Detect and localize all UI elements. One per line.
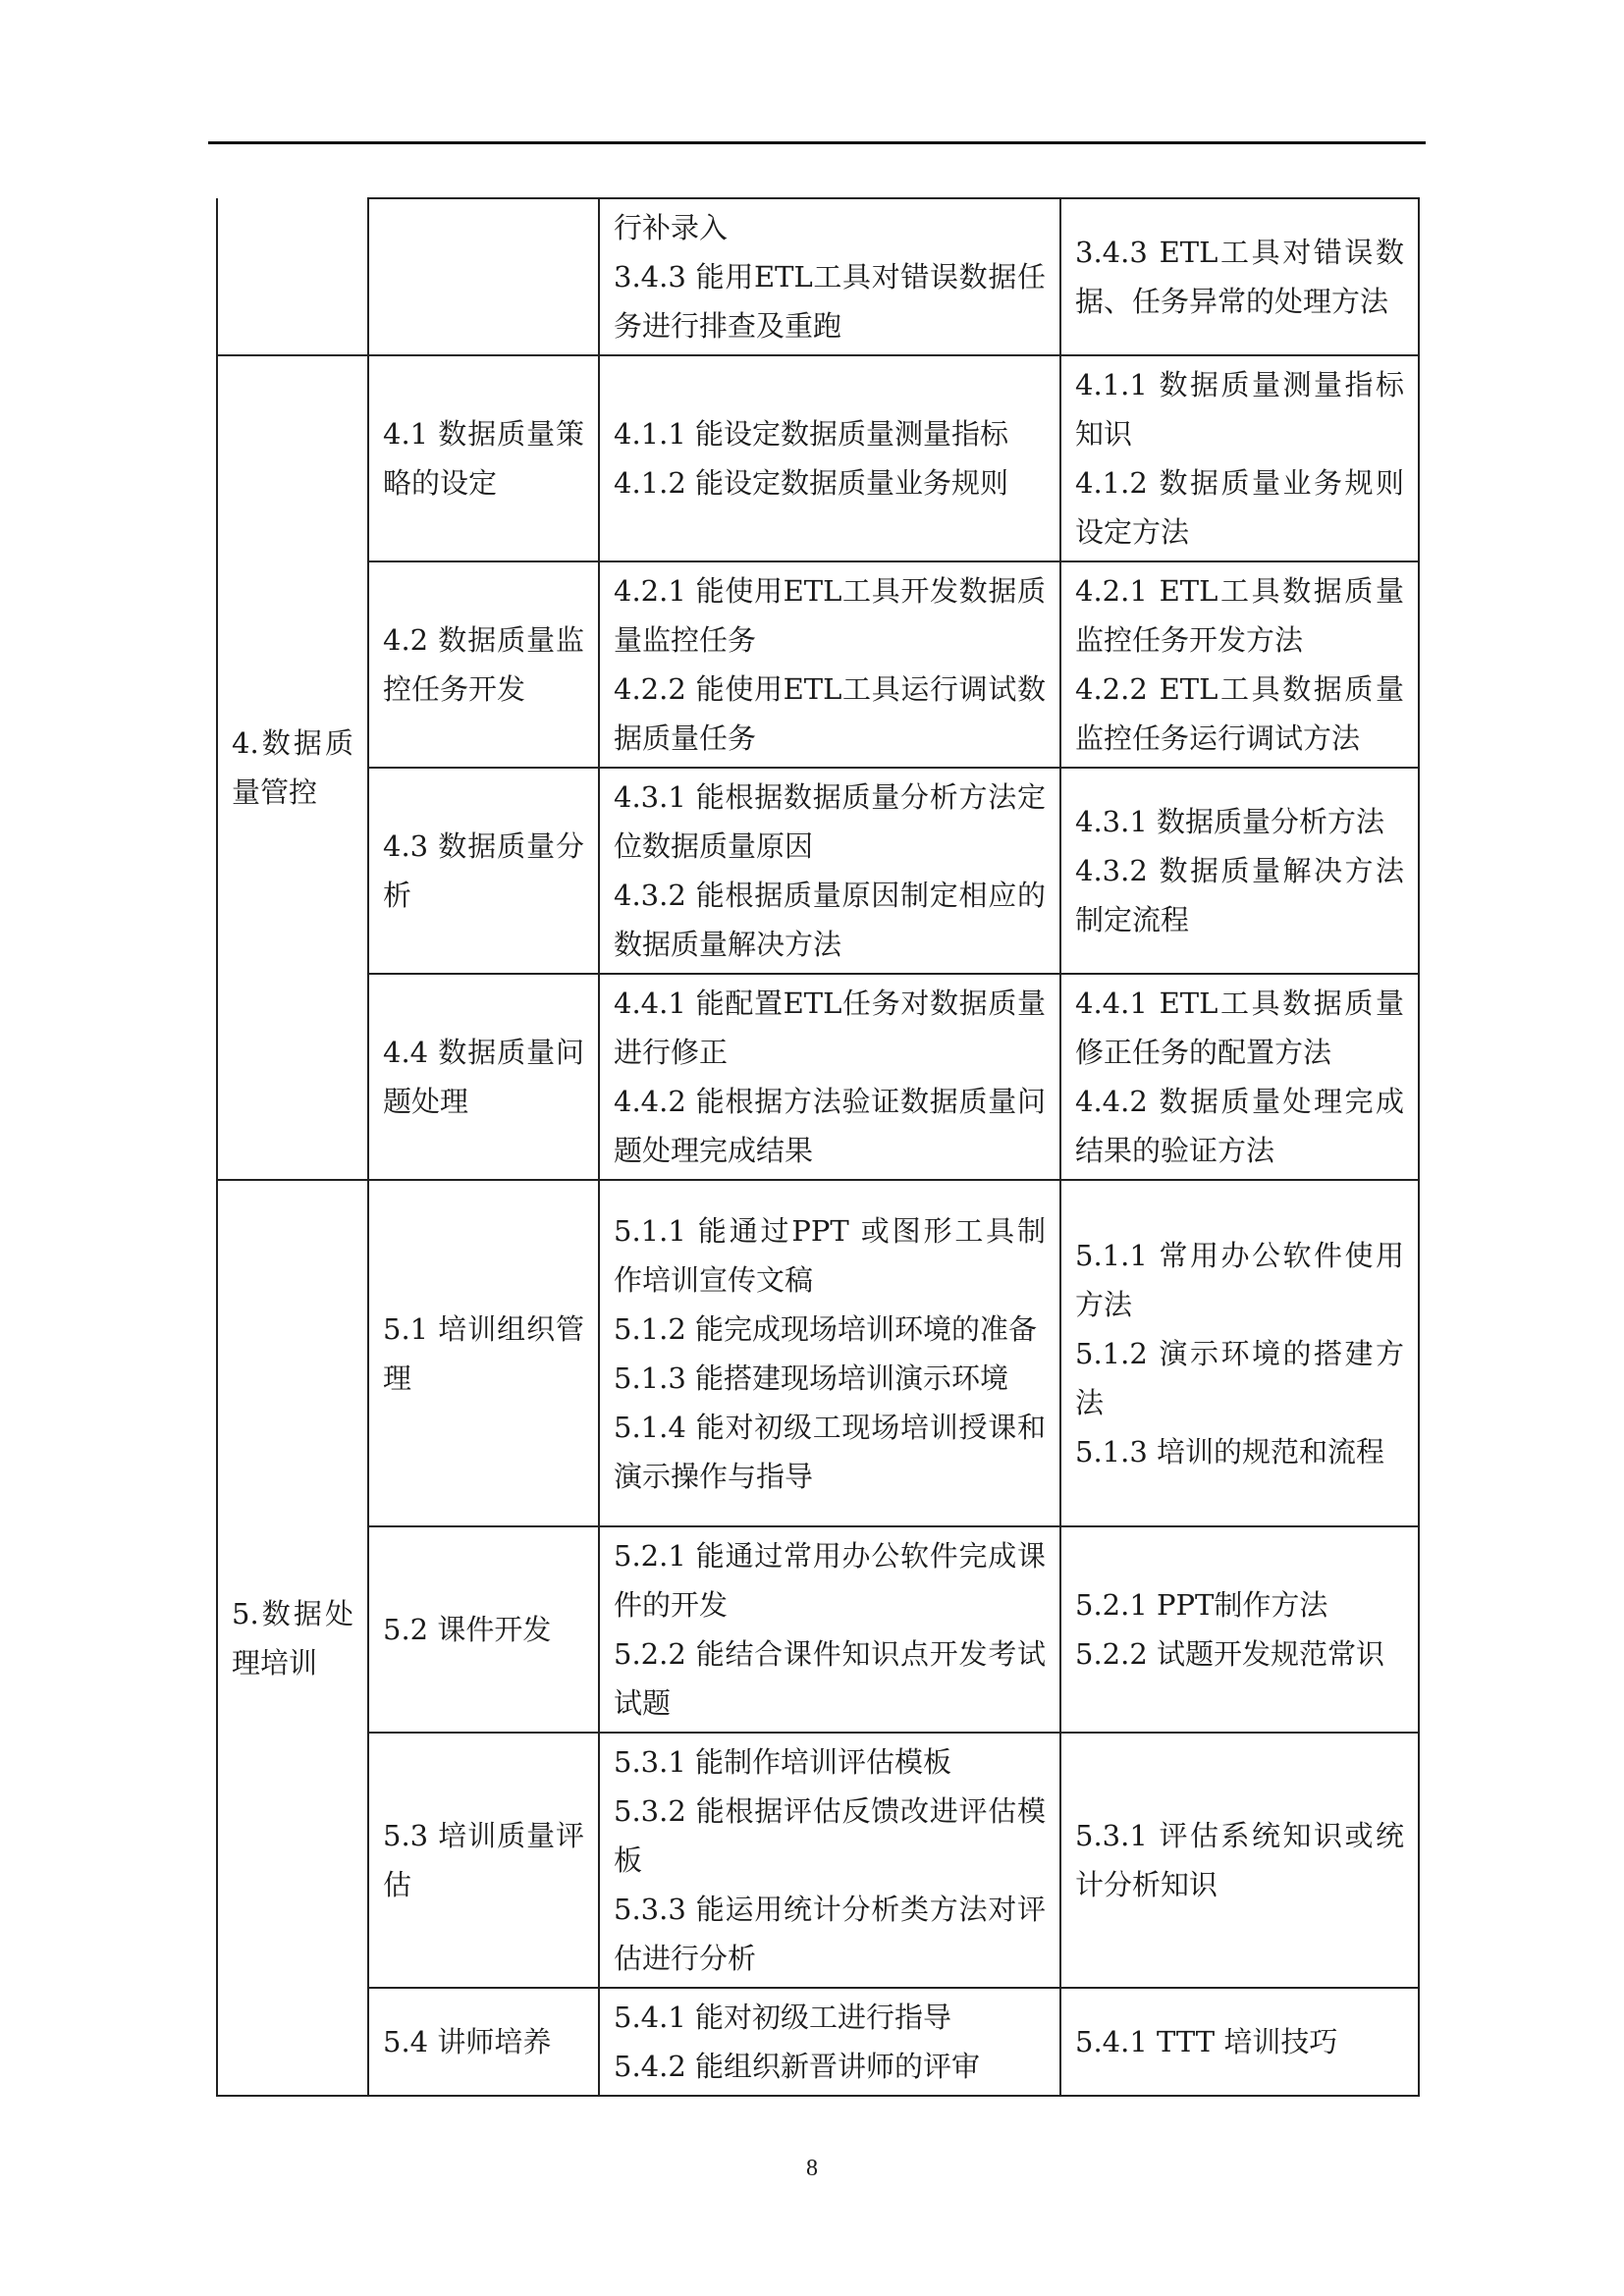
knowledge-item: 5.3.1 评估系统知识或统计分析知识 bbox=[1075, 1819, 1404, 1901]
level2-label: 5.3 培训质量评估 bbox=[383, 1819, 584, 1901]
knowledge-item: 4.1.2 数据质量业务规则设定方法 bbox=[1075, 466, 1404, 549]
skill-item: 5.1.3 能搭建现场培训演示环境 bbox=[614, 1361, 1009, 1395]
table-row bbox=[217, 1988, 1419, 2096]
knowledge-item: 5.2.2 试题开发规范常识 bbox=[1075, 1637, 1385, 1671]
table-row bbox=[217, 974, 1419, 1180]
knowledge-cell bbox=[1060, 561, 1419, 768]
knowledge-cell bbox=[1060, 974, 1419, 1180]
page-number: 8 bbox=[806, 2156, 818, 2181]
table-row bbox=[217, 355, 1419, 561]
skill-item: 5.4.2 能组织新晋讲师的评审 bbox=[614, 2050, 981, 2083]
skill-item: 5.1.1 能通过PPT 或图形工具制作培训宣传文稿 bbox=[614, 1213, 1046, 1297]
skill-item: 3.4.3 能用ETL工具对错误数据任务进行排查及重跑 bbox=[614, 260, 1046, 343]
skills-cell bbox=[599, 1988, 1060, 2096]
knowledge-item: 4.2.2 ETL工具数据质量监控任务运行调试方法 bbox=[1075, 672, 1404, 755]
level2-cell bbox=[368, 1733, 599, 1988]
level1-label: 5.数据处理培训 bbox=[232, 1596, 353, 1680]
knowledge-item: 5.1.2 演示环境的搭建方法 bbox=[1075, 1336, 1404, 1419]
table-row bbox=[217, 198, 1419, 355]
skills-cell bbox=[599, 561, 1060, 768]
level2-cell bbox=[368, 561, 599, 768]
level2-cell bbox=[368, 1180, 599, 1526]
skills-cell bbox=[599, 355, 1060, 561]
skill-item: 5.3.3 能运用统计分析类方法对评估进行分析 bbox=[614, 1893, 1046, 1975]
header-rule bbox=[208, 141, 1426, 144]
skill-item: 4.2.1 能使用ETL工具开发数据质量监控任务 bbox=[614, 574, 1046, 657]
level2-label: 4.3 数据质量分析 bbox=[383, 829, 584, 912]
skill-item: 5.1.4 能对初级工现场培训授课和演示操作与指导 bbox=[614, 1410, 1046, 1493]
knowledge-cell bbox=[1060, 198, 1419, 355]
level1-cell bbox=[217, 198, 368, 355]
level2-cell bbox=[368, 198, 599, 355]
knowledge-cell bbox=[1060, 355, 1419, 561]
skill-item: 4.4.1 能配置ETL任务对数据质量进行修正 bbox=[614, 987, 1046, 1069]
level2-label: 5.4 讲师培养 bbox=[383, 2025, 552, 2058]
level1-cell bbox=[217, 1180, 368, 2096]
knowledge-item: 5.2.1 PPT制作方法 bbox=[1075, 1588, 1328, 1622]
knowledge-item: 4.4.1 ETL工具数据质量修正任务的配置方法 bbox=[1075, 987, 1404, 1069]
knowledge-cell bbox=[1060, 768, 1419, 974]
skill-item: 4.1.2 能设定数据质量业务规则 bbox=[614, 466, 1009, 500]
skills-cell bbox=[599, 1180, 1060, 1526]
skills-cell bbox=[599, 1526, 1060, 1733]
skills-cell bbox=[599, 768, 1060, 974]
skill-item: 行补录入 bbox=[614, 211, 729, 244]
knowledge-item: 4.1.1 数据质量测量指标知识 bbox=[1075, 368, 1404, 451]
skill-item: 5.4.1 能对初级工进行指导 bbox=[614, 2001, 952, 2034]
level2-label: 5.2 课件开发 bbox=[383, 1613, 552, 1646]
knowledge-cell bbox=[1060, 1988, 1419, 2096]
level2-label: 4.2 数据质量监控任务开发 bbox=[383, 623, 584, 706]
table-row bbox=[217, 1180, 1419, 1526]
skills-cell bbox=[599, 974, 1060, 1180]
knowledge-item: 4.3.1 数据质量分析方法 bbox=[1075, 805, 1385, 838]
knowledge-item: 4.3.2 数据质量解决方法制定流程 bbox=[1075, 854, 1404, 936]
table-row bbox=[217, 1733, 1419, 1988]
table-row bbox=[217, 561, 1419, 768]
knowledge-cell bbox=[1060, 1733, 1419, 1988]
knowledge-cell bbox=[1060, 1180, 1419, 1526]
table-row bbox=[217, 1526, 1419, 1733]
skill-item: 5.1.2 能完成现场培训环境的准备 bbox=[614, 1311, 1038, 1346]
level2-label: 4.1 数据质量策略的设定 bbox=[383, 417, 584, 500]
level2-cell bbox=[368, 1526, 599, 1733]
knowledge-item: 5.1.1 常用办公软件使用方法 bbox=[1075, 1238, 1404, 1321]
level1-label: 4.数据质量管控 bbox=[232, 726, 353, 809]
level2-cell bbox=[368, 974, 599, 1180]
level2-label: 5.1 培训组织管理 bbox=[383, 1311, 584, 1395]
skill-item: 4.3.2 能根据质量原因制定相应的数据质量解决方法 bbox=[614, 879, 1046, 961]
skill-item: 4.4.2 能根据方法验证数据质量问题处理完成结果 bbox=[614, 1085, 1046, 1167]
knowledge-item: 5.4.1 TTT 培训技巧 bbox=[1075, 2025, 1338, 2058]
skill-item: 5.2.1 能通过常用办公软件完成课件的开发 bbox=[614, 1539, 1046, 1622]
knowledge-item: 5.1.3 培训的规范和流程 bbox=[1075, 1434, 1385, 1468]
skill-item: 5.3.2 能根据评估反馈改进评估模板 bbox=[614, 1794, 1046, 1877]
knowledge-item: 4.2.1 ETL工具数据质量监控任务开发方法 bbox=[1075, 574, 1404, 657]
skill-item: 4.3.1 能根据数据质量分析方法定位数据质量原因 bbox=[614, 780, 1046, 863]
knowledge-item: 4.4.2 数据质量处理完成结果的验证方法 bbox=[1075, 1085, 1404, 1167]
skill-item: 4.1.1 能设定数据质量测量指标 bbox=[614, 417, 1009, 451]
knowledge-cell bbox=[1060, 1526, 1419, 1733]
level2-cell bbox=[368, 355, 599, 561]
level2-cell bbox=[368, 768, 599, 974]
skill-item: 4.2.2 能使用ETL工具运行调试数据质量任务 bbox=[614, 672, 1046, 755]
skill-item: 5.3.1 能制作培训评估模板 bbox=[614, 1745, 952, 1779]
standards-table bbox=[216, 197, 1420, 2097]
table-row bbox=[217, 768, 1419, 974]
level2-cell bbox=[368, 1988, 599, 2096]
level1-cell bbox=[217, 355, 368, 1180]
skills-cell bbox=[599, 1733, 1060, 1988]
level2-label: 4.4 数据质量问题处理 bbox=[383, 1036, 584, 1118]
skill-item: 5.2.2 能结合课件知识点开发考试试题 bbox=[614, 1637, 1046, 1720]
skills-cell bbox=[599, 198, 1060, 355]
knowledge-item: 3.4.3 ETL工具对错误数据、任务异常的处理方法 bbox=[1075, 236, 1404, 318]
